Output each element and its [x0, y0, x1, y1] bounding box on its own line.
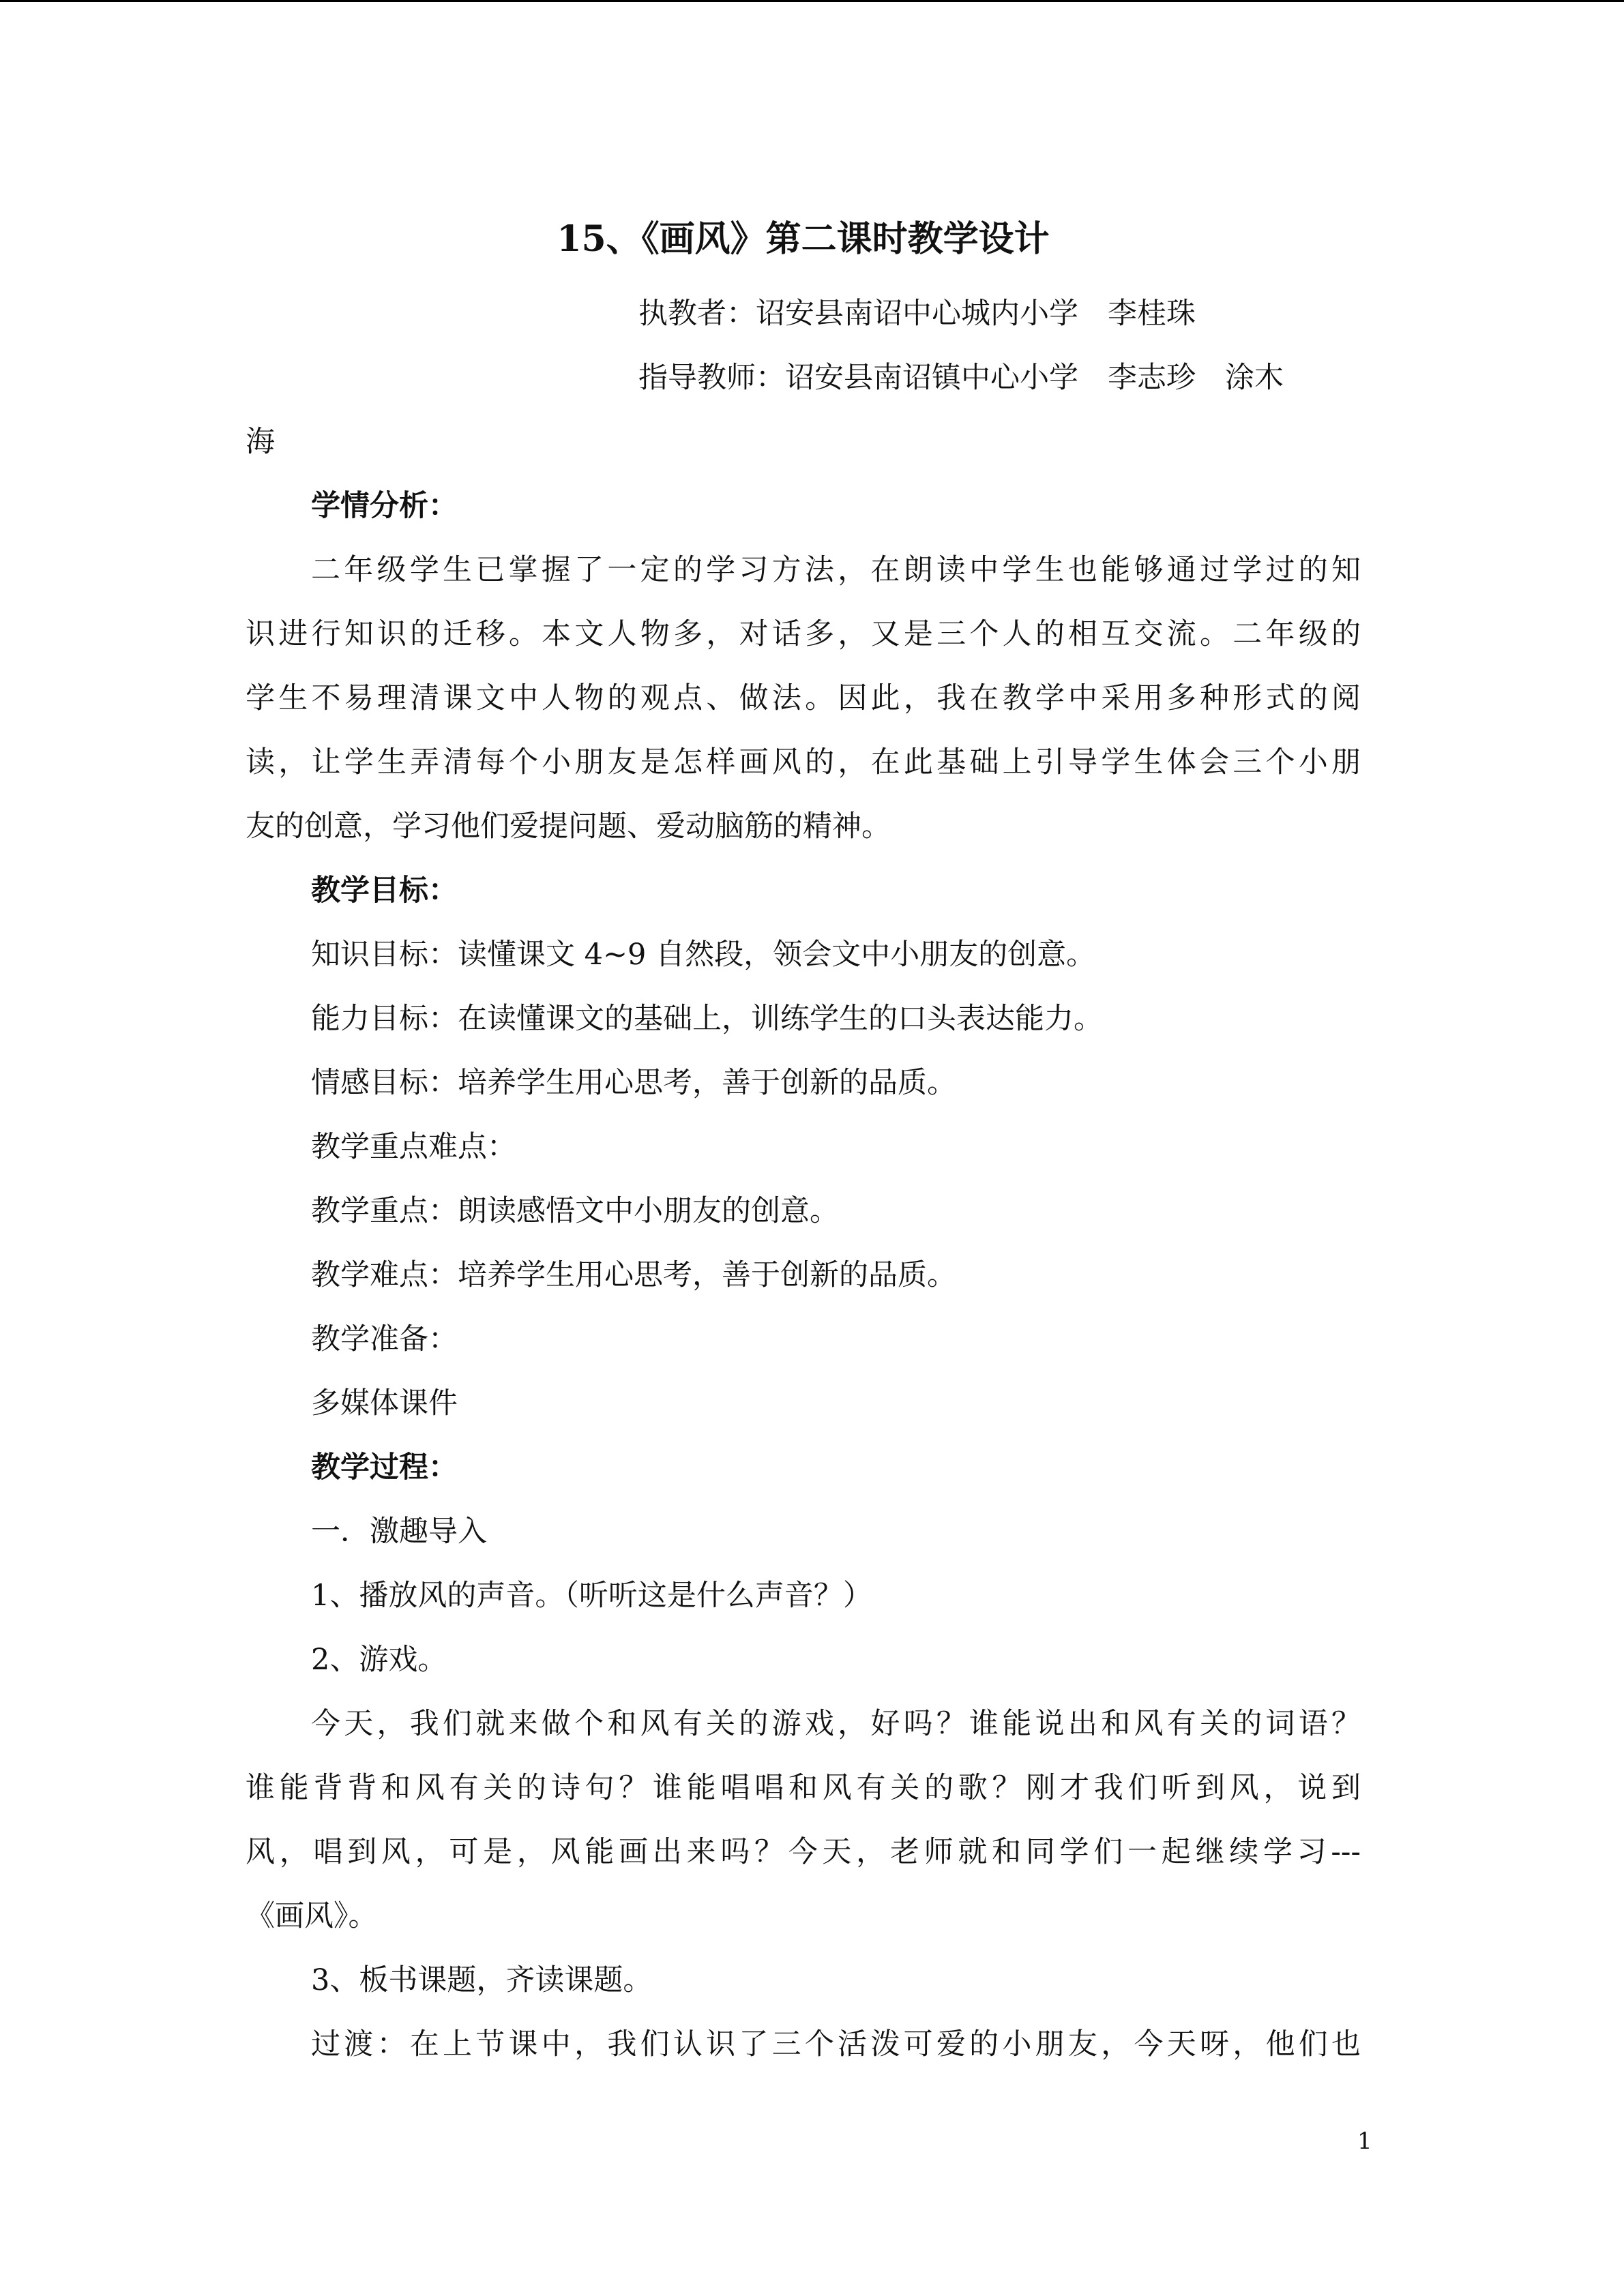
game-line: 《画风》。 — [246, 1899, 378, 1933]
goal-emotion: 情感目标：培养学生用心思考，善于创新的品质。 — [311, 1066, 956, 1100]
key-point: 教学重点：朗读感悟文中小朋友的创意。 — [311, 1194, 839, 1228]
prep-item: 多媒体课件 — [311, 1386, 458, 1420]
step-1: 1、播放风的声音。（听听这是什么声音？） — [311, 1579, 872, 1613]
process-heading: 教学过程： — [311, 1450, 458, 1485]
analysis-line: 学生不易理清课文中人物的观点、做法。因此，我在教学中采用多种形式的阅 — [246, 681, 1361, 715]
step-intro: 一．激趣导入 — [311, 1515, 487, 1549]
goal-ability: 能力目标：在读懂课文的基础上，训练学生的口头表达能力。 — [311, 1002, 1103, 1036]
document-title: 15、《画风》第二课时教学设计 — [557, 218, 1050, 260]
analysis-line: 读，让学生弄清每个小朋友是怎样画风的，在此基础上引导学生体会三个小朋 — [246, 745, 1361, 779]
step-2: 2、游戏。 — [311, 1643, 447, 1677]
analysis-line: 识进行知识的迁移。本文人物多，对话多，又是三个人的相互交流。二年级的 — [246, 617, 1361, 651]
advisor-line-continued: 海 — [246, 425, 275, 459]
game-line: 风，唱到风，可是，风能画出来吗？今天，老师就和同学们一起继续学习--- — [246, 1835, 1361, 1869]
step-3: 3、板书课题，齐读课题。 — [311, 1963, 653, 1997]
goal-knowledge: 知识目标：读懂课文 4~9 自然段，领会文中小朋友的创意。 — [311, 938, 1096, 972]
advisor-line: 指导教师：诏安县南诏镇中心小学 李志珍 涂木 — [638, 361, 1284, 395]
game-line: 今天，我们就来做个和风有关的游戏，好吗？谁能说出和风有关的词语？ — [311, 1707, 1361, 1741]
game-line: 谁能背背和风有关的诗句？谁能唱唱和风有关的歌？刚才我们听到风，说到 — [246, 1771, 1361, 1805]
analysis-line: 友的创意，学习他们爱提问题、爱动脑筋的精神。 — [246, 809, 891, 844]
key-heading: 教学重点难点： — [311, 1130, 516, 1164]
transition-line: 过渡：在上节课中，我们认识了三个活泼可爱的小朋友，今天呀，他们也 — [311, 2027, 1361, 2061]
top-border — [0, 0, 1624, 2]
goals-heading: 教学目标： — [311, 874, 458, 908]
page-number: 1 — [1357, 2128, 1372, 2155]
prep-heading: 教学准备： — [311, 1322, 458, 1356]
analysis-line: 二年级学生已掌握了一定的学习方法，在朗读中学生也能够通过学过的知 — [311, 553, 1361, 587]
teacher-line: 执教者：诏安县南诏中心城内小学 李桂珠 — [638, 297, 1196, 331]
analysis-heading: 学情分析： — [311, 489, 458, 523]
difficulty: 教学难点：培养学生用心思考，善于创新的品质。 — [311, 1258, 956, 1292]
